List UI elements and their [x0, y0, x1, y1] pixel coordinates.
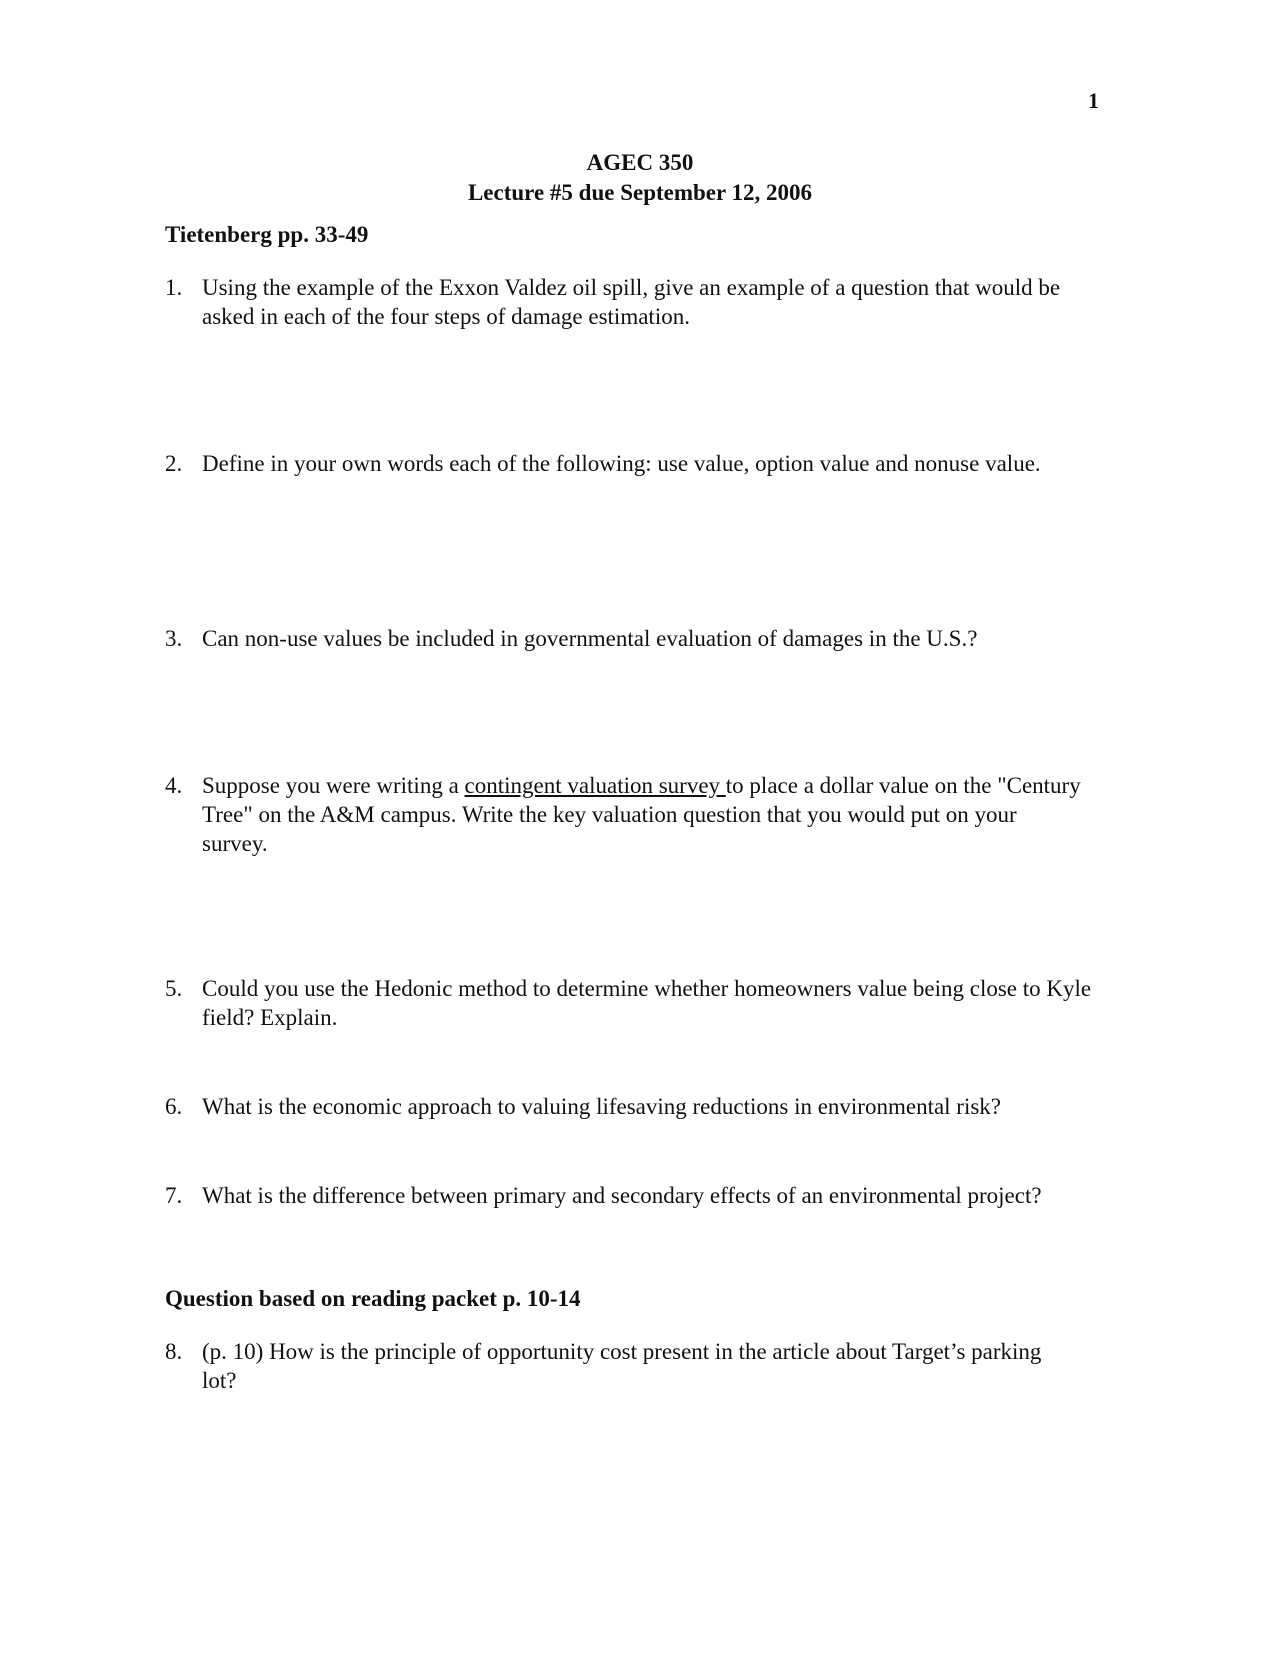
question-1: [165, 273, 1115, 331]
question-text: [202, 771, 1082, 858]
question-text: Using the example of the Exxon Valdez oil spill, give an example of a question that would be asked in each of the four steps of damage estimation.: [202, 275, 1061, 329]
question-7: [165, 1181, 1115, 1210]
question-text: Could you use the Hedonic method to determine whether homeowners value being close to Kyle field? Explain.: [202, 976, 1092, 1030]
question-text-rest: to place a dollar value on the "Century Tree" on the A&M campus. Write the key valuation question that you would put on your survey.: [202, 773, 1081, 856]
section-heading-reading-packet: Question based on reading packet p. 10-14: [165, 1286, 581, 1311]
lecture-title: Lecture #5 due September 12, 2006: [467, 180, 813, 205]
question-text: What is the economic approach to valuing lifesaving reductions in environmental risk?: [202, 1094, 1002, 1119]
question-text: Can non-use values be included in governmental evaluation of damages in the U.S.?: [202, 626, 978, 651]
question-number: 2.: [165, 451, 183, 476]
question-4: [165, 771, 1115, 858]
question-number: 7.: [165, 1183, 183, 1208]
question-8: [165, 1337, 1115, 1395]
underlined-term: contingent valuation survey: [464, 773, 726, 798]
question-number: 5.: [165, 976, 183, 1001]
section-heading-tietenberg: Tietenberg pp. 33-49: [165, 222, 369, 247]
page-number: 1: [1088, 88, 1099, 113]
question-number: 6.: [165, 1094, 183, 1119]
question-text: What is the difference between primary and secondary effects of an environmental project?: [202, 1183, 1042, 1208]
question-text: Define in your own words each of the following: use value, option value and nonuse value.: [202, 451, 1041, 476]
question-number: 8.: [165, 1339, 183, 1364]
question-3: [165, 624, 1115, 653]
question-5: [165, 974, 1115, 1032]
question-2: [165, 449, 1115, 478]
question-text: (p. 10) How is the principle of opportunity cost present in the article about Target’s parking lot?: [202, 1339, 1042, 1393]
question-number: 3.: [165, 626, 183, 651]
question-number: 1.: [165, 275, 183, 300]
document-title: [0, 148, 1280, 208]
question-number: 4.: [165, 773, 183, 798]
question-6: [165, 1092, 1115, 1121]
question-text-intro: Suppose you were writing a: [202, 773, 465, 798]
course-title: AGEC 350: [586, 150, 694, 175]
